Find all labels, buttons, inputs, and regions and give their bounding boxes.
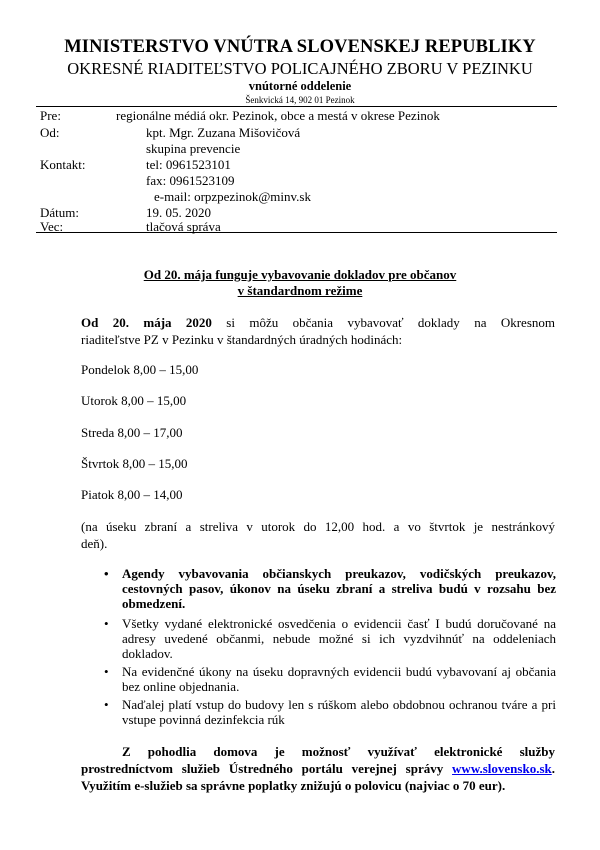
eservices-line2-end: . [551,761,555,776]
list-item [104,664,556,694]
eservices-line1: Z pohodlia domova je možnosť využívať elektronické služby [122,744,555,759]
bullet-text: Všetky vydané elektronické osvedčenia o evidencii časť I budú doručované na adresy uvedené občanmi, nebude možné si ich vyzdvihnúť na oddeleniach dokladov. [122,616,556,661]
from-label: Od: [40,125,60,140]
hours-monday: Pondelok 8,00 – 15,00 [81,362,199,377]
hours-tuesday: Utorok 8,00 – 15,00 [81,393,187,408]
bullet-text: Naďalej platí vstup do budovy len s rúškom alebo obdobnou ochranou tváre a pri vstupe povinná dezinfekcia rúk [122,697,556,727]
eservices-line2 [81,760,555,777]
list-item [104,566,556,611]
bullet-icon: • [104,697,109,712]
department-heading: vnútorné oddelenie [248,79,352,93]
meta-divider [36,232,557,233]
subject-label: Vec: [40,219,64,234]
info-bullet-list [104,566,556,730]
subject-value: tlačová správa [146,219,221,234]
bullet-icon: • [104,616,109,631]
list-item [104,697,556,727]
hours-friday: Piatok 8,00 – 14,00 [81,487,183,502]
intro-paragraph [81,314,555,348]
intro-date: Od 20. mája 2020 [81,315,212,330]
eservices-line3: Využitím e-služieb sa správne poplatky znižujú o polovicu (najviac o 70 eur). [81,778,506,793]
eservices-line2-text: prostredníctvom služieb Ústredného portálu verejnej správy [81,761,453,776]
bullet-icon: • [104,664,109,679]
list-item [104,616,556,661]
hours-wednesday: Streda 8,00 – 17,00 [81,425,183,440]
to-value: regionálne médiá okr. Pezinok, obce a mestá v okrese Pezinok [116,108,440,123]
slovensko-sk-link[interactable]: www.slovensko.sk [452,761,552,776]
address-line: Šenkvická 14, 902 01 Pezinok [245,95,355,105]
bullet-icon: • [104,566,109,581]
hours-thursday: Štvrtok 8,00 – 15,00 [81,456,188,471]
ministry-heading: MINISTERSTVO VNÚTRA SLOVENSKEJ REPUBLIKY [64,37,536,57]
bullet-text: Na evidenčné úkony na úseku dopravných evidencii budú vybavovaní aj občania bez online objednania. [122,664,556,694]
article-title-line1: Od 20. mája funguje vybavovanie dokladov pre občanov [143,267,457,282]
header-divider [36,106,557,107]
date-label: Dátum: [40,205,79,220]
weapons-note-line2: deň). [81,536,108,551]
contact-fax: fax: 0961523109 [146,173,235,188]
contact-email: e-mail: orpzpezinok@minv.sk [154,189,311,204]
article-title-line2: v štandardnom režime [237,283,363,298]
from-value: kpt. Mgr. Zuzana Mišovičová [146,125,301,140]
directorate-heading: OKRESNÉ RIADITEĽSTVO POLICAJNÉHO ZBORU V PEZINKU [67,59,533,78]
intro-line1 [81,314,555,331]
weapons-note-line1: (na úseku zbraní a streliva v utorok do 12,00 hod. a vo štvrtok je nestránkový [81,519,555,534]
intro-line2: riaditeľstve PZ v Pezinku v štandardných úradných hodinách: [81,332,403,347]
weapons-note [81,518,555,552]
intro-text1: si môžu občania vybavovať doklady na Okresnom [211,315,556,330]
eservices-paragraph [81,743,555,794]
contact-tel: tel: 0961523101 [146,157,231,172]
from-unit: skupina prevencie [146,141,241,156]
to-label: Pre: [40,108,61,123]
contact-label: Kontakt: [40,157,86,172]
bullet-text: Agendy vybavovania občianskych preukazov, vodičských preukazov, cestovných pasov, úkonov na úseku zbraní a streliva budú v rozsahu bez obmedzení. [122,566,556,611]
date-value: 19. 05. 2020 [146,205,211,220]
